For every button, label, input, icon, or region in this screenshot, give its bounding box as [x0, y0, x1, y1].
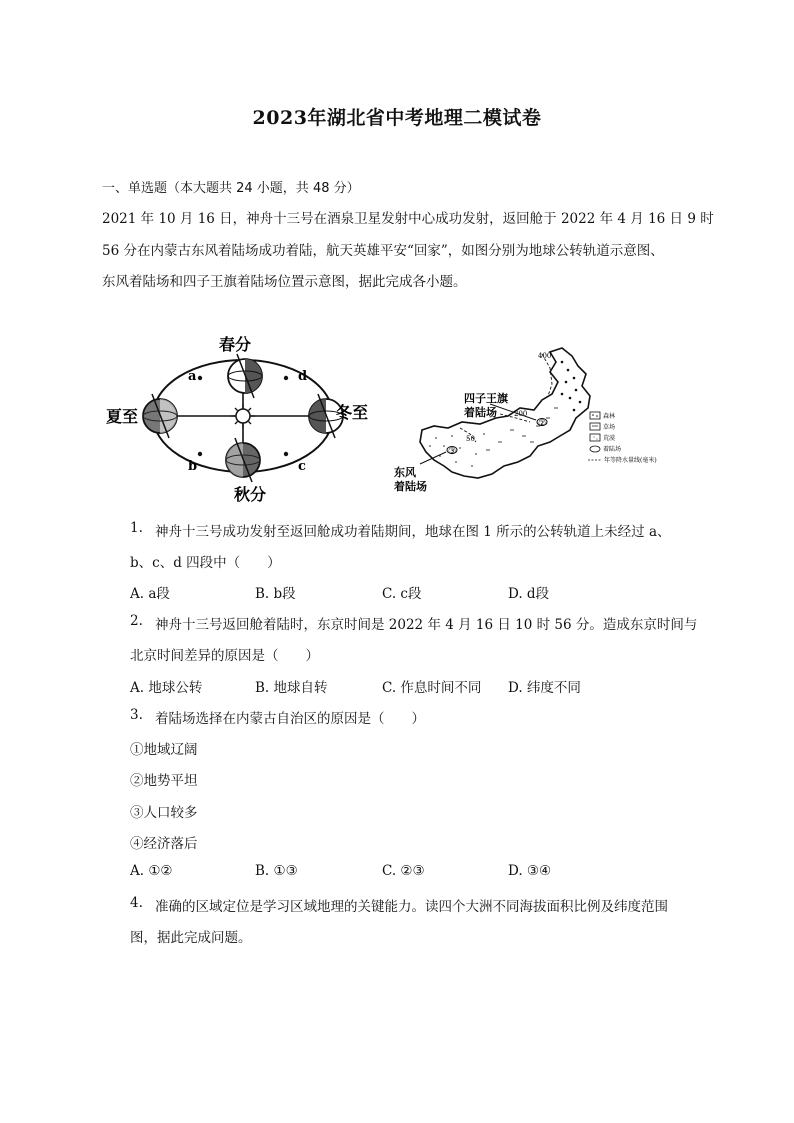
q3-item-4: ④经济落后 [130, 836, 198, 852]
label-spring: 春分 [218, 335, 252, 354]
q3-item-3: ③人口较多 [130, 805, 198, 821]
label-winter: 冬至 [335, 403, 368, 422]
earth-summer-icon [143, 394, 177, 438]
sun-icon [231, 404, 255, 428]
q1-option-b[interactable]: B. b段 [255, 586, 296, 602]
q3-option-c[interactable]: C. ②③ [382, 863, 425, 879]
q1-stem-line-1: 神舟十三号成功发射至返回舱成功着陆期间，地球在图 1 所示的公转轨道上未经过 a、 [155, 524, 671, 540]
q3-item-1: ①地域辽阔 [130, 742, 198, 758]
label-autumn: 秋分 [233, 485, 267, 502]
section-heading: 一、单选题（本大题共 24 小题，共 48 分） [102, 181, 360, 196]
legend-site: 着陆场 [603, 446, 622, 453]
q2-option-a[interactable]: A. 地球公转 [130, 680, 203, 696]
orbit-diagram [100, 330, 375, 502]
q1-option-c[interactable]: C. c段 [382, 586, 422, 602]
q1-option-d[interactable]: D. d段 [508, 586, 550, 602]
q3-option-d[interactable]: D. ③④ [508, 863, 552, 879]
landing-site-map [390, 338, 690, 498]
label-seg-d: d [298, 369, 308, 384]
dongfeng-label-2: 着陆场 [394, 480, 427, 493]
label-seg-a: a [188, 369, 197, 384]
legend-forest: 森林 [603, 413, 616, 420]
q2-number: 2. [130, 613, 143, 629]
earth-autumn-icon [226, 438, 260, 482]
q1-number: 1. [130, 520, 143, 536]
q2-stem-line-1: 神舟十三号返回舱着陆时，东京时间是 2022 年 4 月 16 日 10 时 56 分。造成东京时间与 [155, 617, 698, 633]
q3-option-a[interactable]: A. ①② [130, 863, 173, 879]
label-seg-b: b [188, 459, 198, 474]
legend-grass: 草场 [603, 424, 616, 431]
q1-stem-line-2: b、c、d 四段中（ ） [130, 555, 281, 571]
region-outline [420, 348, 590, 478]
q3-option-b[interactable]: B. ①③ [255, 863, 298, 879]
q2-option-c[interactable]: C. 作息时间不同 [382, 680, 482, 696]
legend-isohyet: 年等降水量线(毫米) [604, 457, 657, 464]
q3-stem-line-1: 着陆场选择在内蒙古自治区的原因是（ ） [155, 711, 425, 727]
intro-line-2: 56 分在内蒙古东风着陆场成功着陆，航天英雄平安“回家”，如图分别为地球公转轨道示意图、 [102, 243, 664, 259]
q4-stem-line-2: 图，据此完成问题。 [130, 930, 252, 946]
q3-number: 3. [130, 707, 143, 723]
q1-option-a[interactable]: A. a段 [130, 586, 170, 602]
q4-stem-line-1: 准确的区域定位是学习区域地理的关键能力。读四个大洲不同海拔面积比例及纬度范围 [155, 899, 668, 915]
label-summer: 夏至 [105, 407, 139, 426]
q2-option-d[interactable]: D. 纬度不同 [508, 680, 581, 696]
isohyet-400 [542, 354, 552, 396]
q2-stem-line-2: 北京时间差异的原因是（ ） [130, 648, 319, 664]
intro-line-1: 2021 年 10 月 16 日，神舟十三号在酒泉卫星发射中心成功发射，返回舱于 2022 年 4 月 16 日 9 时 [102, 211, 714, 227]
q2-option-b[interactable]: B. 地球自转 [255, 680, 328, 696]
q3-item-2: ②地势平坦 [130, 773, 198, 789]
q4-number: 4. [130, 895, 143, 911]
dongfeng-label-1: 东风 [394, 466, 416, 479]
contour-50: 50 [466, 435, 475, 443]
contour-200: 200 [514, 410, 528, 418]
intro-line-3: 东风着陆场和四子王旗着陆场位置示意图，据此完成各小题。 [102, 274, 467, 290]
map-legend [588, 412, 657, 464]
site-num-2: ② [537, 419, 547, 429]
contour-400: 400 [538, 352, 552, 360]
site-num-3: ③ [447, 447, 457, 457]
siziwang-label-2: 着陆场 [464, 406, 497, 419]
legend-desert: 荒漠 [603, 435, 616, 442]
siziwang-label-1: 四子王旗 [464, 392, 508, 405]
page-title: 2023年湖北省中考地理二模试卷 [252, 107, 542, 129]
label-seg-c: c [298, 459, 306, 474]
